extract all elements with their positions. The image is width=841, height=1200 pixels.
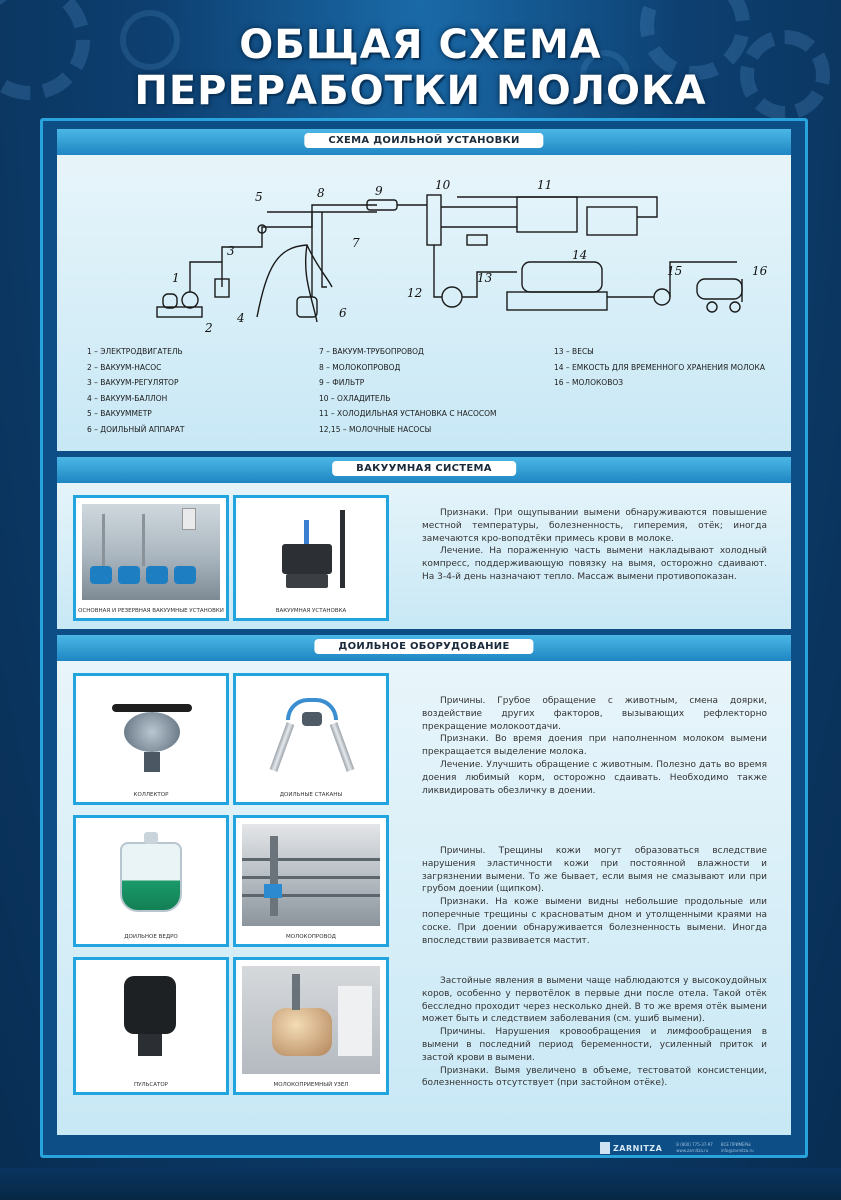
photo-pipeline: [233, 815, 389, 947]
photo-milking-cups: [233, 673, 389, 805]
footer-email: info@zarnitza.ru: [720, 1148, 754, 1153]
truck-wheel-shape: [730, 302, 740, 312]
cooler-to-refrigeration-pipe: [441, 207, 517, 227]
legend-column-2: [319, 344, 496, 437]
photo-vacuum-install: [233, 495, 389, 621]
receiver-image: [242, 966, 380, 1074]
refrigeration-small-device: [467, 235, 487, 245]
photo-caption: ОСНОВНАЯ И РЕЗЕРВНАЯ ВАКУУМНЫЕ УСТАНОВКИ: [78, 608, 224, 614]
legend-item: 7 – ВАКУУМ-ТРУБОПРОВОД: [319, 347, 424, 356]
diagram-number-12: 12: [407, 286, 423, 300]
legend-column-1: [87, 344, 184, 437]
legend-item: 16 – МОЛОКОВОЗ: [554, 378, 624, 387]
vacuum-section-header: [57, 457, 791, 483]
footer-logo: ZARNITZA: [613, 1143, 663, 1153]
vacuum-panel: [57, 457, 791, 629]
footer-phone: 8 (800) 775-37-97: [676, 1142, 713, 1147]
vacuum-text: [422, 507, 767, 584]
milking-text-3: [422, 975, 767, 1090]
milking-bucket-image: [82, 824, 220, 926]
text-paragraph: Причины. Грубое обращение с животным, смена доярки, воздействие других факторов, вызывающих рефлекторно прекращение молокоотдачи.: [422, 696, 767, 732]
photo-caption: МОЛОКОПРИЕМНЫЙ УЗЕЛ: [273, 1082, 349, 1088]
legend-column-3: [554, 344, 765, 391]
storage-tank-shape: [522, 262, 602, 292]
content-frame: [40, 118, 808, 1158]
diagram-number-15: 15: [667, 264, 683, 278]
diagram-number-11: 11: [537, 178, 553, 192]
diagram-number-16: 16: [752, 264, 768, 278]
text-paragraph: Причины. Трещины кожи могут образоваться вследствие нарушения эластичности кожи при постоянной влажности и загрязнении вымени. То же бывает, если вымя не смазывают или при грубом доении (щипком).: [422, 846, 767, 895]
diagram-number-13: 13: [477, 271, 493, 285]
photo-receiver: [233, 957, 389, 1095]
diagram-number-10: 10: [435, 178, 451, 192]
pulsator-image: [82, 966, 220, 1074]
milk-pump-12-shape: [442, 287, 462, 307]
legend-item: 3 – ВАКУУМ-РЕГУЛЯТОР: [87, 378, 179, 387]
legend-item: 2 – ВАКУУМ-НАСОС: [87, 362, 162, 372]
photo-caption: ПУЛЬСАТОР: [133, 1082, 168, 1088]
cooler-shape: [427, 195, 441, 245]
text-paragraph: Признаки. При ощупывании вымени обнаруживаются повышение местной температуры, болезненность, гиперемия, отёк; иногда замечаются кро-воподтёки примесь крови в молоке.: [422, 508, 767, 544]
footer-shop: ВСЕ ПРИМЕРЫ: [720, 1142, 751, 1147]
legend-item: 6 – ДОИЛЬНЫЙ АППАРАТ: [87, 424, 185, 434]
footer-contacts: [676, 1142, 713, 1154]
pipeline-image: [242, 824, 380, 926]
vacuum-install-image: [242, 504, 380, 600]
photo-caption: МОЛОКОПРОВОД: [286, 934, 336, 940]
legend-item: 14 – ЕМКОСТЬ ДЛЯ ВРЕМЕННОГО ХРАНЕНИЯ МОЛОКА: [554, 362, 765, 372]
photo-caption: ВАКУУМНАЯ УСТАНОВКА: [275, 608, 347, 614]
photo-caption: ДОИЛЬНЫЕ СТАКАНЫ: [279, 792, 343, 798]
poster-title: [0, 22, 841, 114]
title-line-1: ОБЩАЯ СХЕМА: [239, 22, 602, 68]
diagram-number-14: 14: [572, 248, 588, 262]
cooler-to-pump-pipe: [434, 245, 442, 297]
scheme-section-header: [57, 129, 791, 155]
text-paragraph: Лечение. Улучшить обращение с животным. Полезно дать во время доения любимый корм, осторожно сдаивать. Необходимо также ликвидировать обезличку в доении.: [422, 759, 767, 796]
milking-panel: [57, 635, 791, 1135]
text-paragraph: Застойные явления в вымени чаще наблюдаются у высокоудойных коров, особенно у первотёлок в первые дни после отела. Такой отёк бесследно проходит через несколько дней. В то же время отёк вымени может быть и следствием заболевания (см. ушиб вымени).: [422, 976, 767, 1025]
text-paragraph: Причины. Нарушения кровообращения и лимфообращения в вымени в последний период беременности, усиленный приток и застой крови в вымени.: [422, 1027, 767, 1063]
diagram-number-4: 4: [237, 311, 245, 325]
diagram-number-6: 6: [339, 306, 347, 320]
diagram-number-9: 9: [375, 184, 383, 198]
milking-text-2: [422, 845, 767, 947]
milk-truck-tank-shape: [697, 279, 742, 299]
photo-caption: ДОИЛЬНОЕ ВЕДРО: [124, 934, 178, 940]
title-line-2: ПЕРЕРАБОТКИ МОЛОКА: [134, 68, 707, 114]
scales-shape: [507, 292, 607, 310]
collector-image: [82, 682, 220, 784]
refrigeration-unit-shape: [517, 197, 577, 232]
milking-scheme-diagram: [127, 167, 768, 347]
milking-cups-image: [242, 682, 380, 784]
milking-section-header: [57, 635, 791, 661]
photo-collector: [73, 673, 229, 805]
vacuum-pump-shape: [182, 292, 198, 308]
diagram-number-7: 7: [352, 236, 360, 250]
electric-motor-shape: [163, 294, 177, 308]
scheme-section-title: СХЕМА ДОИЛЬНОЙ УСТАНОВКИ: [304, 133, 543, 148]
footer: [600, 1138, 762, 1158]
legend-item: 4 – ВАКУУМ-БАЛЛОН: [87, 393, 168, 403]
photo-vacuum-units: [73, 495, 229, 621]
diagram-number-1: 1: [172, 271, 180, 285]
milk-pump-15-shape: [654, 289, 670, 305]
vacuum-section-title: ВАКУУМНАЯ СИСТЕМА: [332, 461, 516, 476]
diagram-number-3: 3: [227, 244, 235, 258]
diagram-number-2: 2: [205, 321, 213, 335]
zarnitza-logo-icon: [600, 1142, 610, 1154]
cow-outline-shape: [257, 245, 332, 322]
legend-item: 5 – ВАКУУММЕТР: [87, 409, 152, 418]
text-paragraph: Лечение. На пораженную часть вымени накладывают холодный компресс, поддерживающую повязку на вымя, осторожно сдаивают. На 3-4-й день назначают тепло. Массаж вымени противопоказан.: [422, 546, 767, 582]
legend-item: 9 – ФИЛЬТР: [319, 378, 365, 387]
vacuum-units-image: [82, 504, 220, 600]
truck-wheel-shape: [707, 302, 717, 312]
scheme-panel: [57, 129, 791, 451]
bottom-bar: [0, 1168, 841, 1200]
text-paragraph: Признаки. На коже вымени видны небольшие продольные или поперечные трещины с красноватым дном и утолщенными краями на соске. При доении обнаруживается болезненность вымени. Иногда впоследствии развивается мастит.: [422, 897, 767, 946]
legend-item: 8 – МОЛОКОПРОВОД: [319, 362, 401, 372]
photo-pulsator: [73, 957, 229, 1095]
legend-item: 12,15 – МОЛОЧНЫЕ НАСОСЫ: [319, 424, 432, 434]
photo-milking-bucket: [73, 815, 229, 947]
legend-item: 13 – ВЕСЫ: [554, 347, 594, 356]
legend-item: 11 – ХОЛОДИЛЬНАЯ УСТАНОВКА С НАСОСОМ: [319, 409, 497, 418]
legend-item: 10 – ОХЛАДИТЕЛЬ: [319, 393, 391, 403]
milking-section-title: ДОИЛЬНОЕ ОБОРУДОВАНИЕ: [314, 639, 533, 654]
photo-caption: КОЛЛЕКТОР: [133, 792, 169, 798]
footer-extra: [721, 1142, 754, 1154]
text-paragraph: Признаки. Вымя увеличено в объеме, тестоватой консистенции, болезненность отсутствует (при застойном отёке).: [422, 1065, 767, 1089]
vacuum-regulator-pipe: [190, 262, 222, 292]
legend-item: 1 – ЭЛЕКТРОДВИГАТЕЛЬ: [87, 347, 183, 356]
text-paragraph: Признаки. Во время доения при наполненном молоком вымени прекращается выделение молока.: [422, 734, 767, 758]
refrigeration-pump-shape: [587, 207, 637, 235]
diagram-number-5: 5: [255, 190, 263, 204]
milking-text-1: [422, 695, 767, 797]
vacuum-pipe-main: [222, 205, 377, 262]
footer-site: www.zarnitza.ru: [676, 1148, 709, 1153]
diagram-number-8: 8: [317, 186, 325, 200]
motor-base-shape: [157, 307, 202, 317]
